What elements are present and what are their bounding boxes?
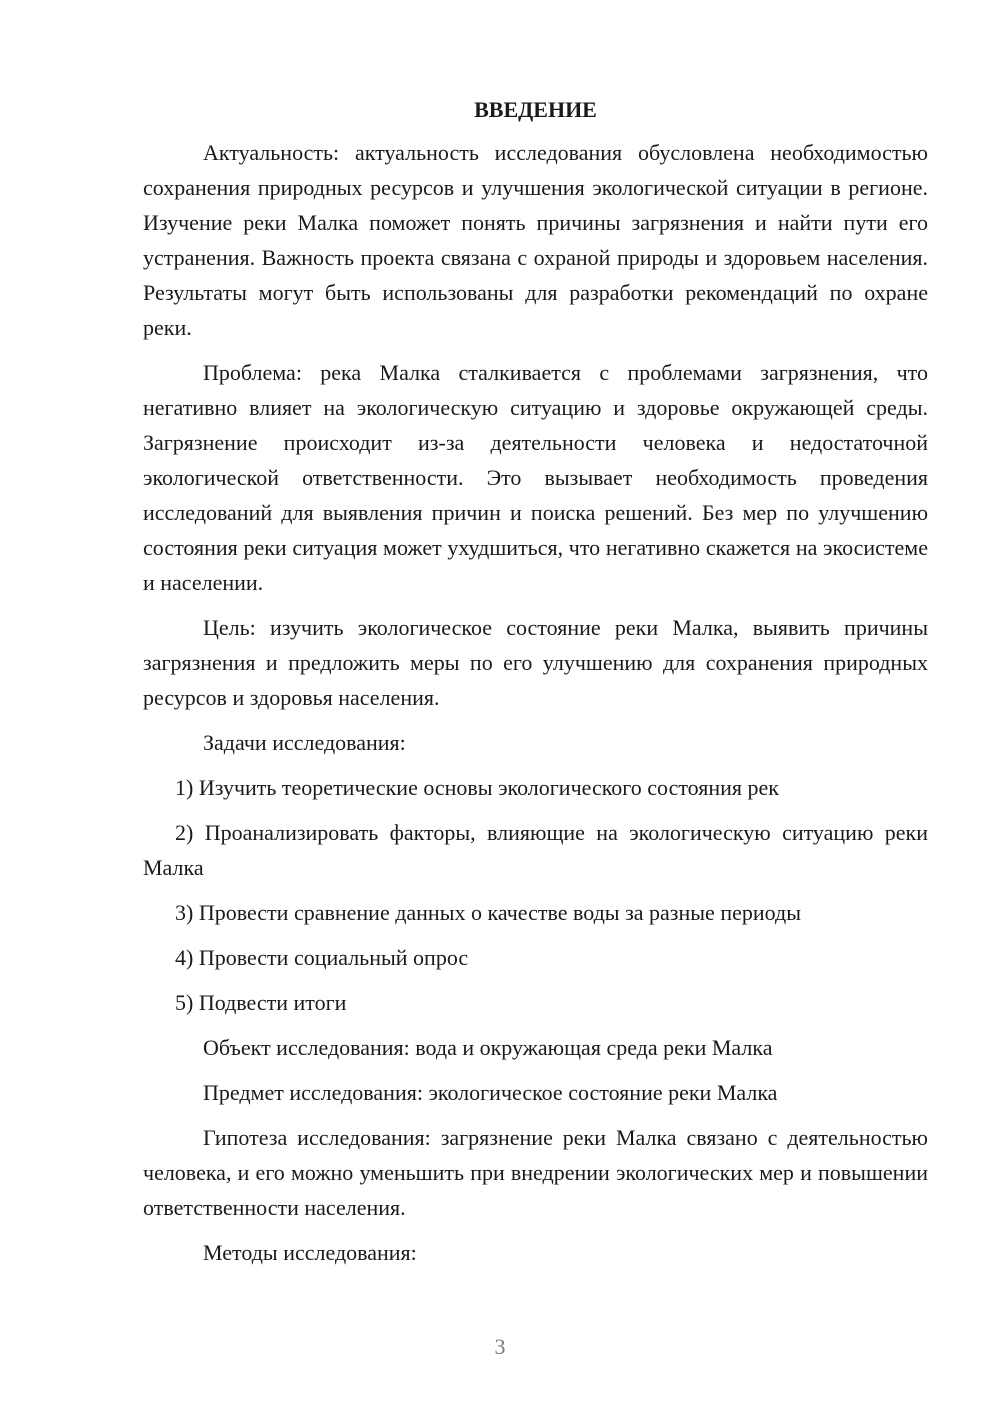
methods-heading: Методы исследования:	[203, 1240, 417, 1265]
hypothesis-paragraph: Гипотеза исследования: загрязнение реки Малка связано с деятельностью человека, и его можно уменьшить при внедрении экологических мер и повышении ответственности населения.	[143, 1125, 928, 1220]
section-title: ВВЕДЕНИЕ	[474, 97, 597, 122]
task-item-5: 5) Подвести итоги	[175, 990, 347, 1015]
task-item-2: 2) Проанализировать факторы, влияющие на экологическую ситуацию реки Малка	[143, 820, 928, 880]
page-number: 3	[494, 1334, 506, 1359]
research-object-paragraph: Объект исследования: вода и окружающая среда реки Малка	[203, 1035, 773, 1060]
goal-paragraph: Цель: изучить экологическое состояние реки Малка, выявить причины загрязнения и предложить меры по его улучшению для сохранения природных ресурсов и здоровья населения.	[143, 615, 928, 710]
page-content	[143, 92, 928, 1280]
task-item-3: 3) Провести сравнение данных о качестве воды за разные периоды	[175, 900, 801, 925]
task-item-4: 4) Провести социальный опрос	[175, 945, 469, 970]
tasks-heading: Задачи исследования:	[203, 730, 406, 755]
research-subject-paragraph: Предмет исследования: экологическое состояние реки Малка	[203, 1080, 778, 1105]
problem-paragraph: Проблема: река Малка сталкивается с проблемами загрязнения, что негативно влияет на экологическую ситуацию и здоровье окружающей среды. Загрязнение происходит из-за деятельности человека и недостаточной экологической ответственности. Это вызывает необходимость проведения исследований для выявления причин и поиска решений. Без мер по улучшению состояния реки ситуация может ухудшиться, что негативно скажется на экосистеме и населении.	[143, 360, 928, 595]
relevance-paragraph: Актуальность: актуальность исследования обусловлена необходимостью сохранения природных ресурсов и улучшения экологической ситуации в регионе. Изучение реки Малка поможет понять причины загрязнения и найти пути его устранения. Важность проекта связана с охраной природы и здоровьем населения. Результаты могут быть использованы для разработки рекомендаций по охране реки.	[143, 140, 928, 340]
task-item-1: 1) Изучить теоретические основы экологического состояния рек	[175, 775, 779, 800]
